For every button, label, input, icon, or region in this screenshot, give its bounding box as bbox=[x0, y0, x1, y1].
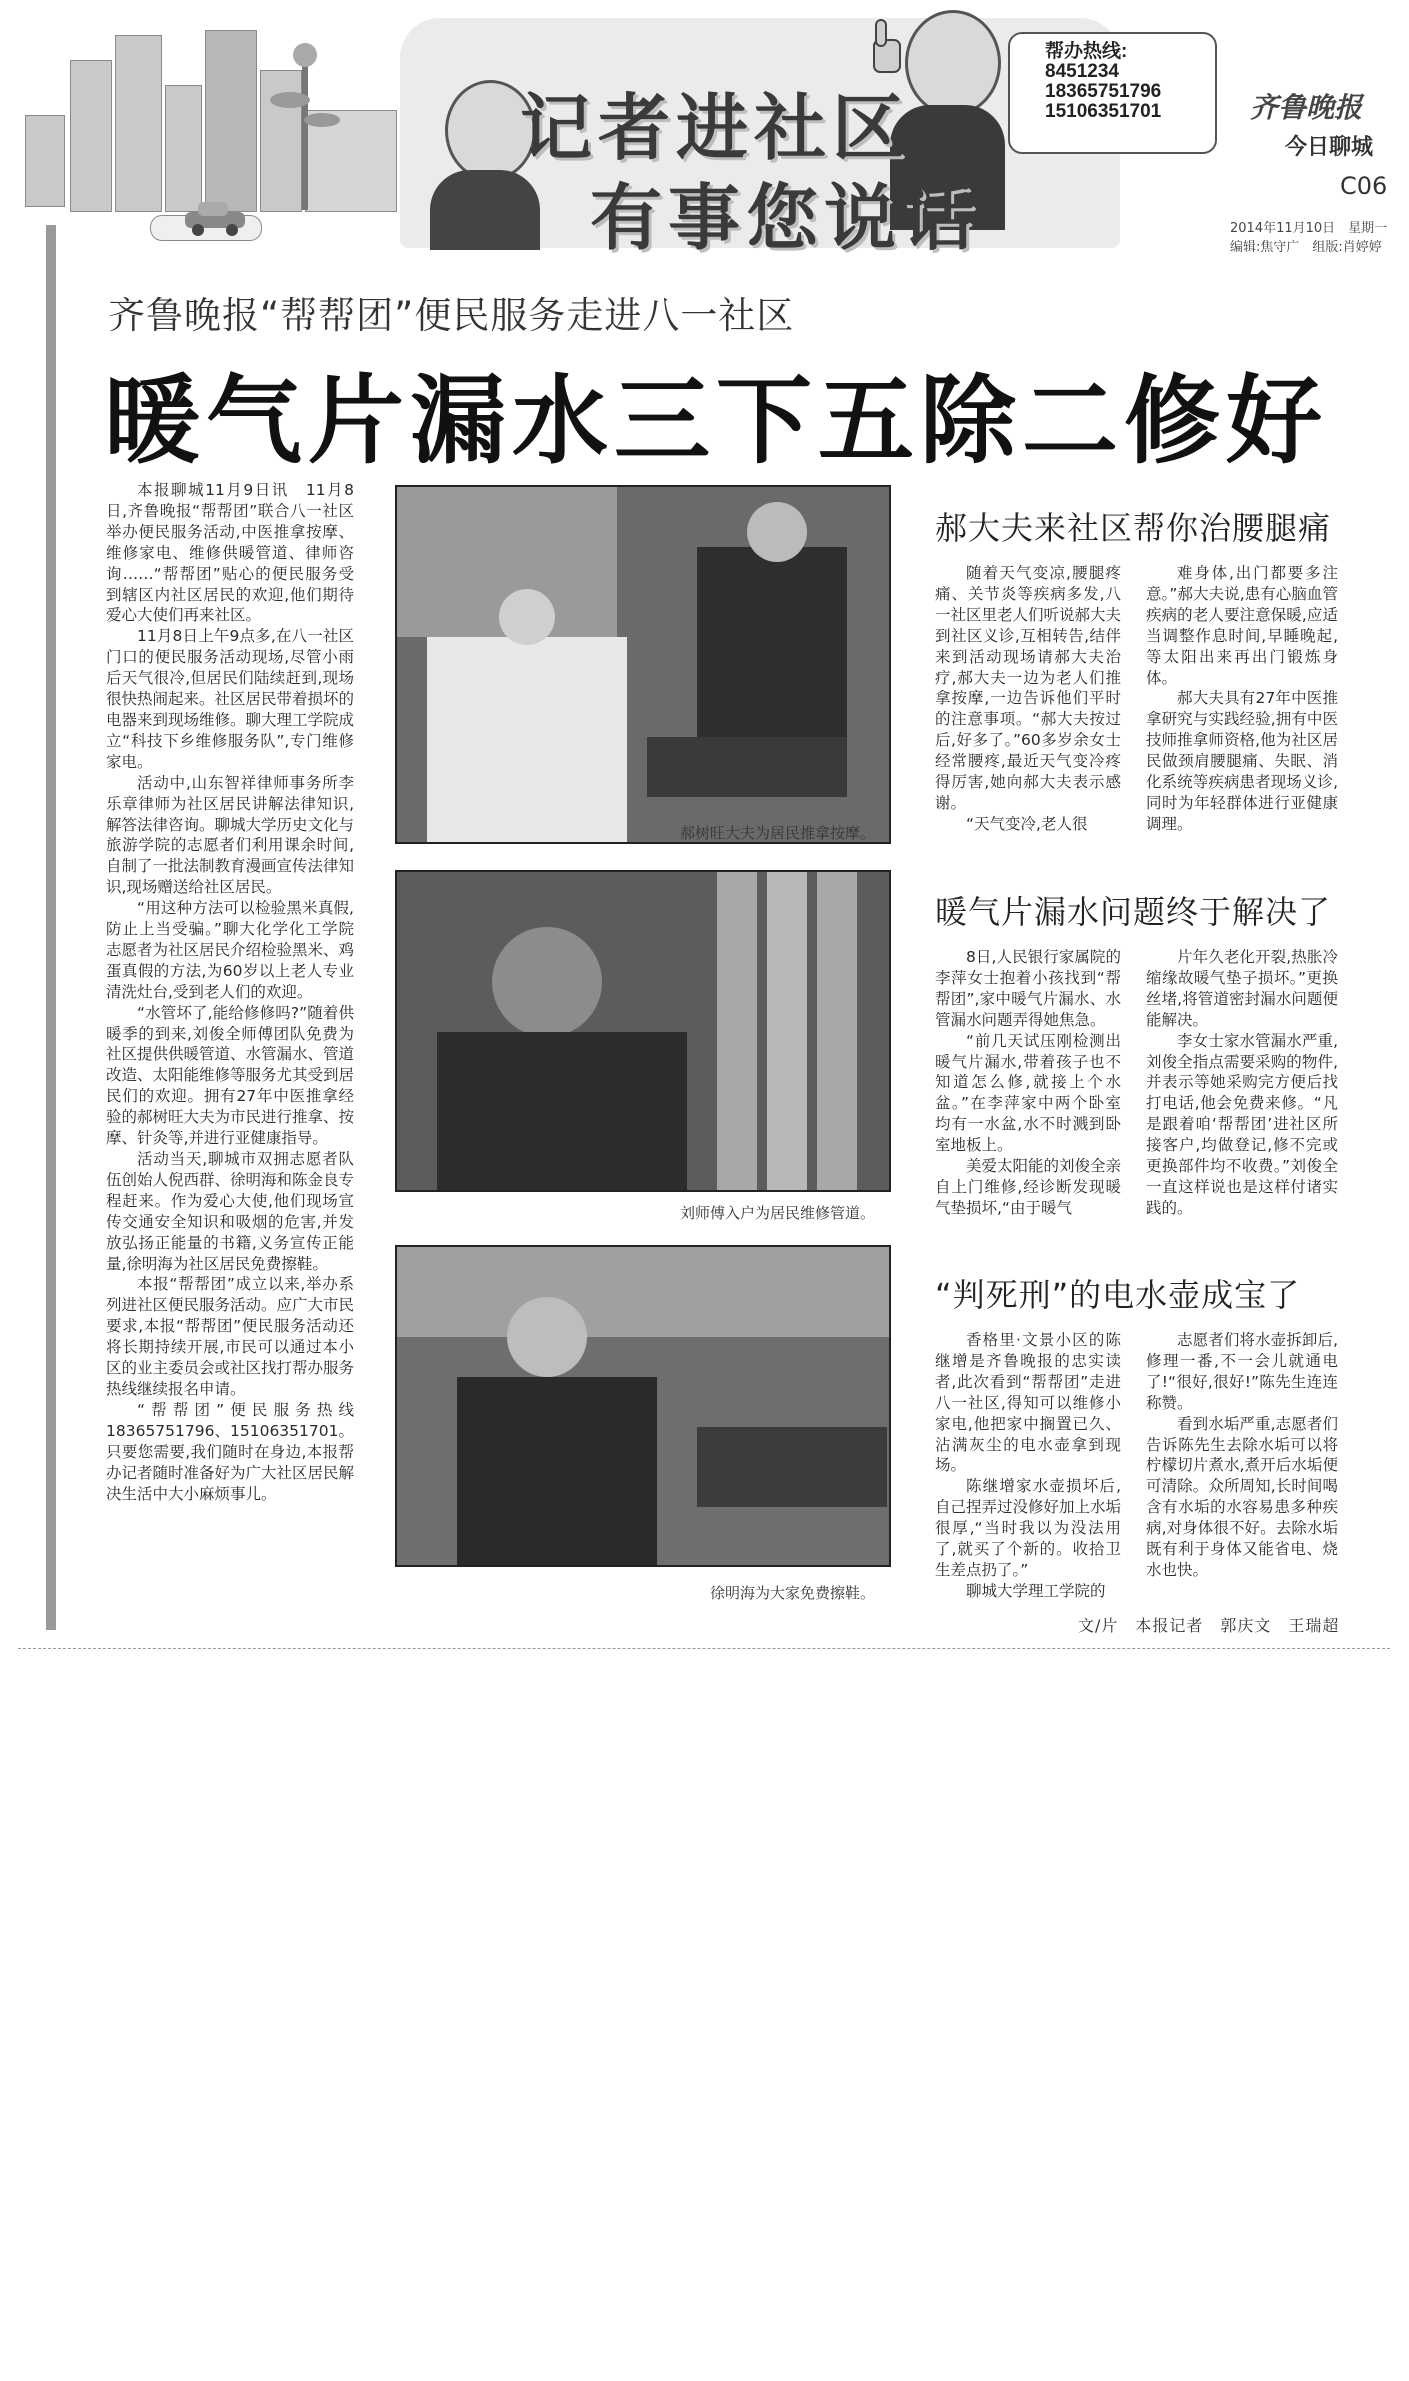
car-icon bbox=[180, 200, 250, 240]
hotline-number: 15106351701 bbox=[1045, 101, 1162, 122]
section-column bbox=[1146, 563, 1338, 835]
section-name: 今日聊城 bbox=[1285, 135, 1374, 160]
lead-column bbox=[106, 480, 354, 1504]
plumbing-photo-graphic bbox=[397, 872, 889, 1190]
editor-credits: 编辑:焦守广 组版:肖婷婷 bbox=[1230, 240, 1382, 255]
section-title: 郝大夫来社区帮你治腰腿痛 bbox=[935, 509, 1332, 547]
page-number: C06 bbox=[1340, 172, 1388, 200]
article-kicker: 齐鲁晚报“帮帮团”便民服务走进八一社区 bbox=[108, 294, 795, 337]
section-paragraph: 香格里·文景小区的陈继增是齐鲁晚报的忠实读者,此次看到“帮帮团”走进八一社区,得知可以维修小家电,他把家中搁置已久、沾满灰尘的电水壶拿到现场。 bbox=[935, 1331, 1121, 1475]
banner-line2: 有事您说话 bbox=[590, 175, 981, 260]
reporter-avatar-male bbox=[905, 10, 1001, 116]
section-paragraph: 聊城大学理工学院的 bbox=[966, 1581, 1106, 1600]
byline-credits: 文/片 本报记者 郭庆文 王瑞超 bbox=[1078, 1616, 1340, 1635]
lead-paragraph: “用这种方法可以检验黑米真假,防止上当受骗。”聊大化学化工学院志愿者为社区居民介绍检验黑米、鸡蛋真假的方法,为60岁以上老人专业清洗灶台,受到老人们的欢迎。 bbox=[106, 899, 355, 1001]
issue-date: 2014年11月10日 星期一 bbox=[1230, 221, 1388, 236]
banner-line1: 记者进社区 bbox=[520, 85, 911, 170]
section-paragraph: 难身体,出门都要多注意。”郝大夫说,患有心脑血管疾病的老人要注意保暖,应适当调整作息时间,早睡晚起,等太阳出来再出门锻炼身体。 bbox=[1146, 564, 1338, 687]
bottom-divider bbox=[18, 1648, 1390, 1649]
section-column bbox=[935, 947, 1121, 1219]
section-title: “判死刑”的电水壶成宝了 bbox=[935, 1276, 1301, 1314]
hotline-number: 18365751796 bbox=[1045, 81, 1162, 102]
section-title: 暖气片漏水问题终于解决了 bbox=[935, 893, 1332, 931]
section-paragraph: 随着天气变凉,腰腿疼痛、关节炎等疾病多发,八一社区里老人们听说郝大夫到社区义诊,互相转告,结伴来到活动现场请郝大夫治疗,郝大夫一边为老人们推拿按摩,一边告诉他们平时的注意事项。“郝大夫按过后,好多了。”60多岁余女士经常腰疼,最近天气变冷疼得厉害,她向郝大夫表示感谢。 bbox=[935, 564, 1122, 812]
section-paragraph: 看到水垢严重,志愿者们告诉陈先生去除水垢可以将柠檬切片煮水,煮开后水垢便可清除。众所周知,长时间喝含有水垢的水容易患多种疾病,对身体很不好。去除水垢既有利于身体又能省电、烧水也快。 bbox=[1146, 1414, 1338, 1579]
lead-paragraph: “水管坏了,能给修修吗?”随着供暖季的到来,刘俊全师傅团队免费为社区提供供暖管道、水管漏水、管道改造、太阳能维修等服务尤其受到居民们的欢迎。拥有27年中医推拿经验的郝树旺大夫为市民进行推拿、按摩、针灸等,并进行亚健康指导。 bbox=[106, 1003, 355, 1148]
massage-photo-graphic bbox=[397, 487, 889, 842]
lead-paragraph: 本报聊城11月9日讯 11月8日,齐鲁晚报“帮帮团”联合八一社区举办便民服务活动,中医推拿按摩、维修家电、维修供暖管道、律师咨询……“帮帮团”贴心的便民服务受到辖区内社区居民的欢迎,他们期待爱心大使们再来社区。 bbox=[106, 481, 354, 625]
section-paragraph: 陈继增家水壶损坏后,自己捏弄过没修好加上水垢很厚,“当时我以为没法用了,就买了个新的。收拾卫生差点扔了。” bbox=[935, 1477, 1122, 1579]
hotline-label: 帮办热线: bbox=[1045, 41, 1128, 62]
masthead bbox=[0, 0, 1409, 260]
section-paragraph: 郝大夫具有27年中医推拿研究与实践经验,拥有中医技师推拿师资格,他为社区居民做颈肩腰腿痛、失眠、消化系统等疾病患者现场义诊,同时为年轻群体进行亚健康调理。 bbox=[1146, 689, 1338, 833]
left-rule-bar bbox=[46, 225, 56, 1630]
hotline-box bbox=[1008, 32, 1217, 154]
lead-paragraph: 活动中,山东智祥律师事务所李乐章律师为社区居民讲解法律知识,解答法律咨询。聊城大学历史文化与旅游学院的志愿者们利用课余时间,自制了一批法制教育漫画宣传法律知识,现场赠送给社区居民。 bbox=[106, 773, 355, 897]
section-paragraph: 志愿者们将水壶拆卸后,修理一番,不一会儿就通电了!“很好,很好!”陈先生连连称赞。 bbox=[1146, 1331, 1338, 1412]
photo-plumbing bbox=[395, 870, 891, 1192]
lead-paragraph: 11月8日上午9点多,在八一社区门口的便民服务活动现场,尽管小雨后天气很冷,但居民们陆续赶到,现场很快热闹起来。社区居民带着损坏的电器来到现场维修。聊大理工学院成立“科技下乡维修服务队”,专门维修家电。 bbox=[106, 627, 355, 771]
lead-paragraph: 活动当天,聊城市双拥志愿者队伍创始人倪西群、徐明海和陈金良专程赶来。作为爱心大使,他们现场宣传交通安全知识和吸烟的危害,并发放弘扬正能量的书籍,义务宣传正能量,徐明海为社区居民免费擦鞋。 bbox=[106, 1150, 355, 1273]
section-column bbox=[1146, 947, 1338, 1219]
reporter-body-female bbox=[430, 170, 540, 250]
article-headline: 暖气片漏水三下五除二修好 bbox=[104, 365, 1328, 477]
hotline-number: 8451234 bbox=[1045, 61, 1119, 82]
section-paragraph: 李女士家水管漏水严重,刘俊全指点需要采购的物件,并表示等她采购完方便后找打电话,他会免费来修。“凡是跟着咱‘帮帮团’进社区所接客户,均做登记,修不完或更换部件均不收费。”刘俊全一直这样说也是这样付诸实践的。 bbox=[1146, 1031, 1338, 1217]
photo-caption: 郝树旺大夫为居民推拿按摩。 bbox=[679, 824, 875, 842]
lead-paragraph: 本报“帮帮团”成立以来,举办系列进社区便民服务活动。应广大市民要求,本报“帮帮团”便民服务活动还将长期持续开展,市民可以通过本小区的业主委员会或社区找打帮办服务热线继续报名申请。 bbox=[106, 1275, 355, 1398]
shoeshine-photo-graphic bbox=[397, 1247, 889, 1565]
plant-icon bbox=[270, 40, 340, 210]
section-column bbox=[935, 1330, 1121, 1602]
photo-caption: 刘师傅入户为居民维修管道。 bbox=[679, 1204, 875, 1222]
section-paragraph: 片年久老化开裂,热胀冷缩缘故暖气垫子损坏。”更换丝堵,将管道密封漏水问题便能解决。 bbox=[1146, 948, 1338, 1029]
photo-massage bbox=[395, 485, 891, 844]
section-paragraph: “前几天试压刚检测出暖气片漏水,带着孩子也不知道怎么修,就接上个水盆。”在李萍家中两个卧室均有一水盆,水不时溅到卧室地板上。 bbox=[935, 1031, 1121, 1155]
lead-paragraph: “帮帮团”便民服务热线18365751796、15106351701。只要您需要,我们随时在身边,本报帮办记者随时准备好为广大社区居民解决生活中大小麻烦事儿。 bbox=[106, 1400, 355, 1503]
section-paragraph: “天气变冷,老人很 bbox=[966, 814, 1088, 833]
section-paragraph: 8日,人民银行家属院的李萍女士抱着小孩找到“帮帮团”,家中暖气片漏水、水管漏水问题弄得她焦急。 bbox=[935, 948, 1121, 1029]
section-column bbox=[935, 563, 1121, 835]
section-column bbox=[1146, 1330, 1338, 1581]
paper-logo: 齐鲁晚报 bbox=[1250, 91, 1363, 124]
photo-caption: 徐明海为大家免费擦鞋。 bbox=[709, 1584, 875, 1602]
section-paragraph: 美爱太阳能的刘俊全亲自上门维修,经诊断发现暖气垫损坏,“由于暖气 bbox=[935, 1157, 1122, 1217]
photo-shoeshine bbox=[395, 1245, 891, 1567]
